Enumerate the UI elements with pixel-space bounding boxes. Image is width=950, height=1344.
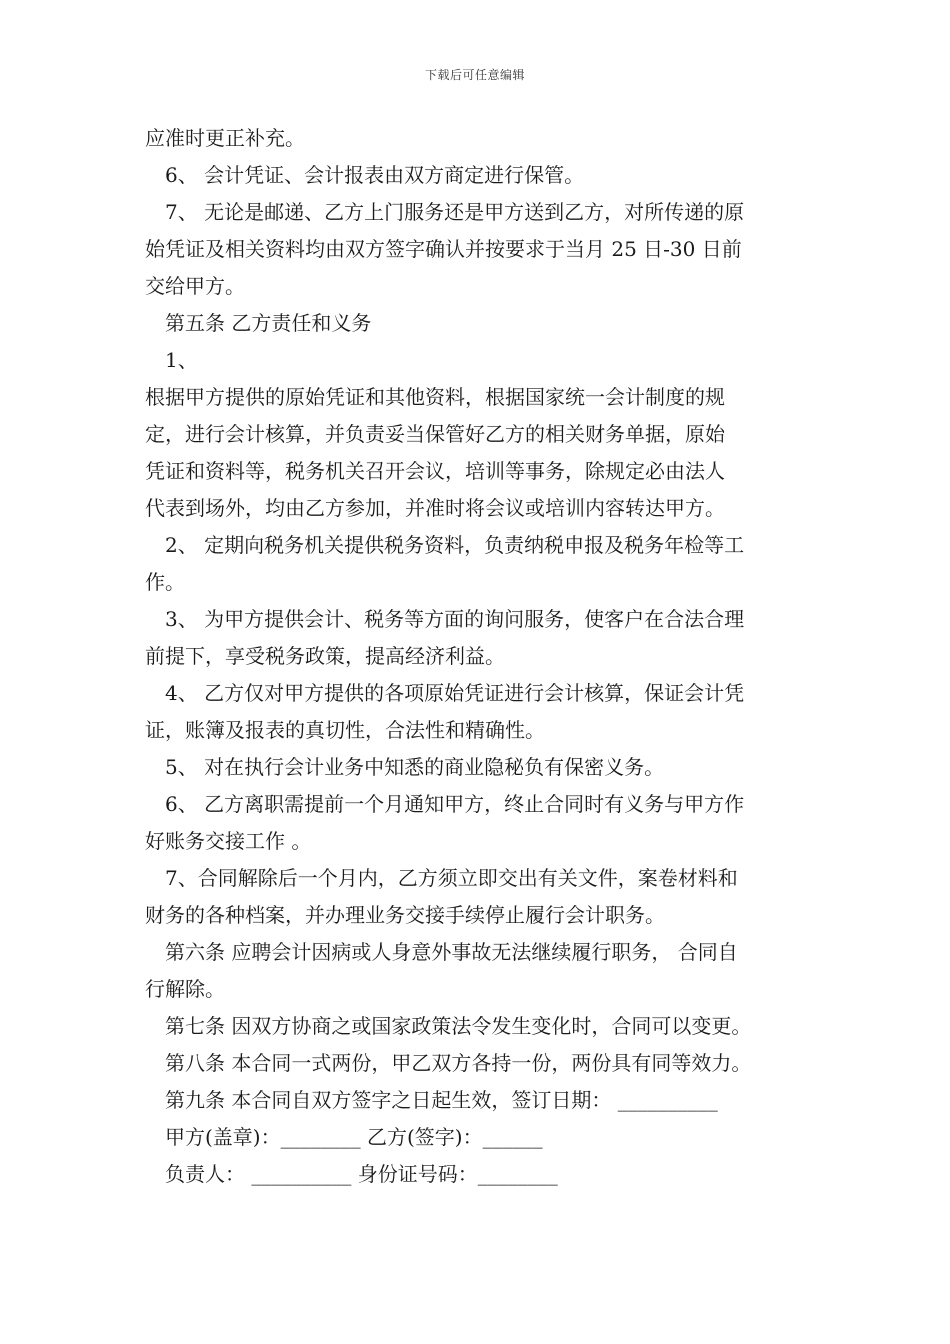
paragraph-line: 2、 定期向税务机关提供税务资料，负责纳税申报及税务年检等工 bbox=[165, 533, 745, 557]
paragraph-line: 1、 bbox=[165, 348, 198, 372]
paragraph-line: 6、 乙方离职需提前一个月通知甲方，终止合同时有义务与甲方作 bbox=[165, 792, 745, 816]
paragraph-line: 6、 会计凭证、会计报表由双方商定进行保管。 bbox=[165, 163, 585, 187]
paragraph-line: 行解除。 bbox=[145, 977, 225, 1001]
page-header-note: 下载后可任意编辑 bbox=[424, 68, 525, 82]
paragraph-line: 始凭证及相关资料均由双方签字确认并按要求于当月 25 日-30 日前 bbox=[145, 237, 742, 261]
paragraph-line: 交给甲方。 bbox=[145, 274, 245, 298]
section-heading: 第七条 因双方协商之或国家政策法令发生变化时，合同可以变更。 bbox=[165, 1014, 752, 1038]
section-heading: 第八条 本合同一式两份，甲乙双方各持一份，两份具有同等效力。 bbox=[165, 1051, 752, 1075]
paragraph-line: 好账务交接工作 。 bbox=[145, 829, 312, 853]
document-body bbox=[145, 120, 807, 1193]
paragraph-line: 7、 无论是邮递、乙方上门服务还是甲方送到乙方，对所传递的原 bbox=[165, 200, 745, 224]
paragraph-line: 作。 bbox=[145, 570, 185, 594]
paragraph-line: 前提下，享受税务政策，提高经济利益。 bbox=[145, 644, 505, 668]
paragraph-line: 代表到场外，均由乙方参加，并准时将会议或培训内容转达甲方。 bbox=[145, 496, 725, 520]
section-heading: 第六条 应聘会计因病或人身意外事故无法继续履行职务， 合同自 bbox=[165, 940, 738, 964]
paragraph-line: 应准时更正补充。 bbox=[145, 126, 305, 150]
paragraph-line: 5、 对在执行会计业务中知悉的商业隐秘负有保密义务。 bbox=[165, 755, 665, 779]
signing-date-line: 第九条 本合同自双方签字之日起生效，签订日期： __________ bbox=[165, 1088, 718, 1112]
paragraph-line: 3、 为甲方提供会计、税务等方面的询问服务，使客户在合法合理 bbox=[165, 607, 745, 631]
signature-line-responsible: 负责人： __________ 身份证号码：________ bbox=[165, 1162, 558, 1186]
paragraph-line: 根据甲方提供的原始凭证和其他资料，根据国家统一会计制度的规 bbox=[145, 385, 725, 409]
paragraph-line: 凭证和资料等，税务机关召开会议，培训等事务，除规定必由法人 bbox=[145, 459, 725, 483]
section-heading: 第五条 乙方责任和义务 bbox=[165, 311, 372, 335]
paragraph-line: 4、 乙方仅对甲方提供的各项原始凭证进行会计核算，保证会计凭 bbox=[165, 681, 745, 705]
paragraph-line: 财务的各种档案，并办理业务交接手续停止履行会计职务。 bbox=[145, 903, 665, 927]
paragraph-line: 证，账簿及报表的真切性，合法性和精确性。 bbox=[145, 718, 545, 742]
signature-line-parties: 甲方(盖章)：________ 乙方(签字)：______ bbox=[165, 1125, 543, 1149]
paragraph-line: 定，进行会计核算，并负责妥当保管好乙方的相关财务单据，原始 bbox=[145, 422, 725, 446]
paragraph-line: 7、合同解除后一个月内，乙方须立即交出有关文件，案卷材料和 bbox=[165, 866, 738, 890]
